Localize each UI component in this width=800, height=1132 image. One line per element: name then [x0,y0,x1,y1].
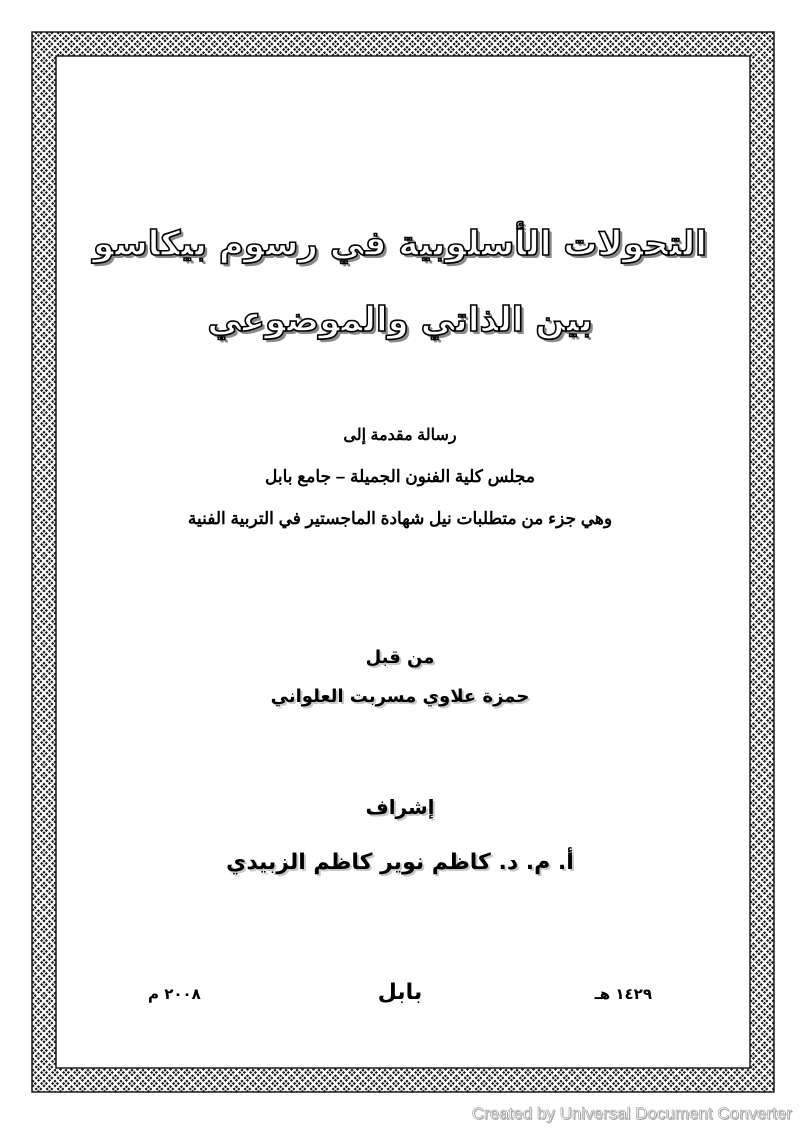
supervision-label: إشراف [365,795,435,819]
hijri-year: ١٤٢٩ هـ [594,985,652,1003]
submission-line-1: رسالة مقدمة إلى [343,427,457,444]
submission-line-2: مجلس كلية الفنون الجميلة – جامع بابل [265,467,535,486]
thesis-title-line-1: التحولات الأسلوبية في رسوم بيكاسو [93,224,707,264]
supervisor-name: أ. م. د. كاظم نوير كاظم الزبيدي [226,850,574,875]
converter-watermark: Created by Universal Document Converter [471,1104,792,1123]
author-label: من قبل [365,647,435,668]
city: بابل [377,980,423,1005]
gregorian-year: ٢٠٠٨ م [148,985,201,1003]
thesis-title-line-2: بين الذاتي والموضوعي [207,300,593,340]
author-name: حمزة علاوي مسربت العلواني [270,686,530,707]
submission-line-3: وهي جزء من متطلبات نيل شهادة الماجستير في التربية الفنية [187,509,613,528]
